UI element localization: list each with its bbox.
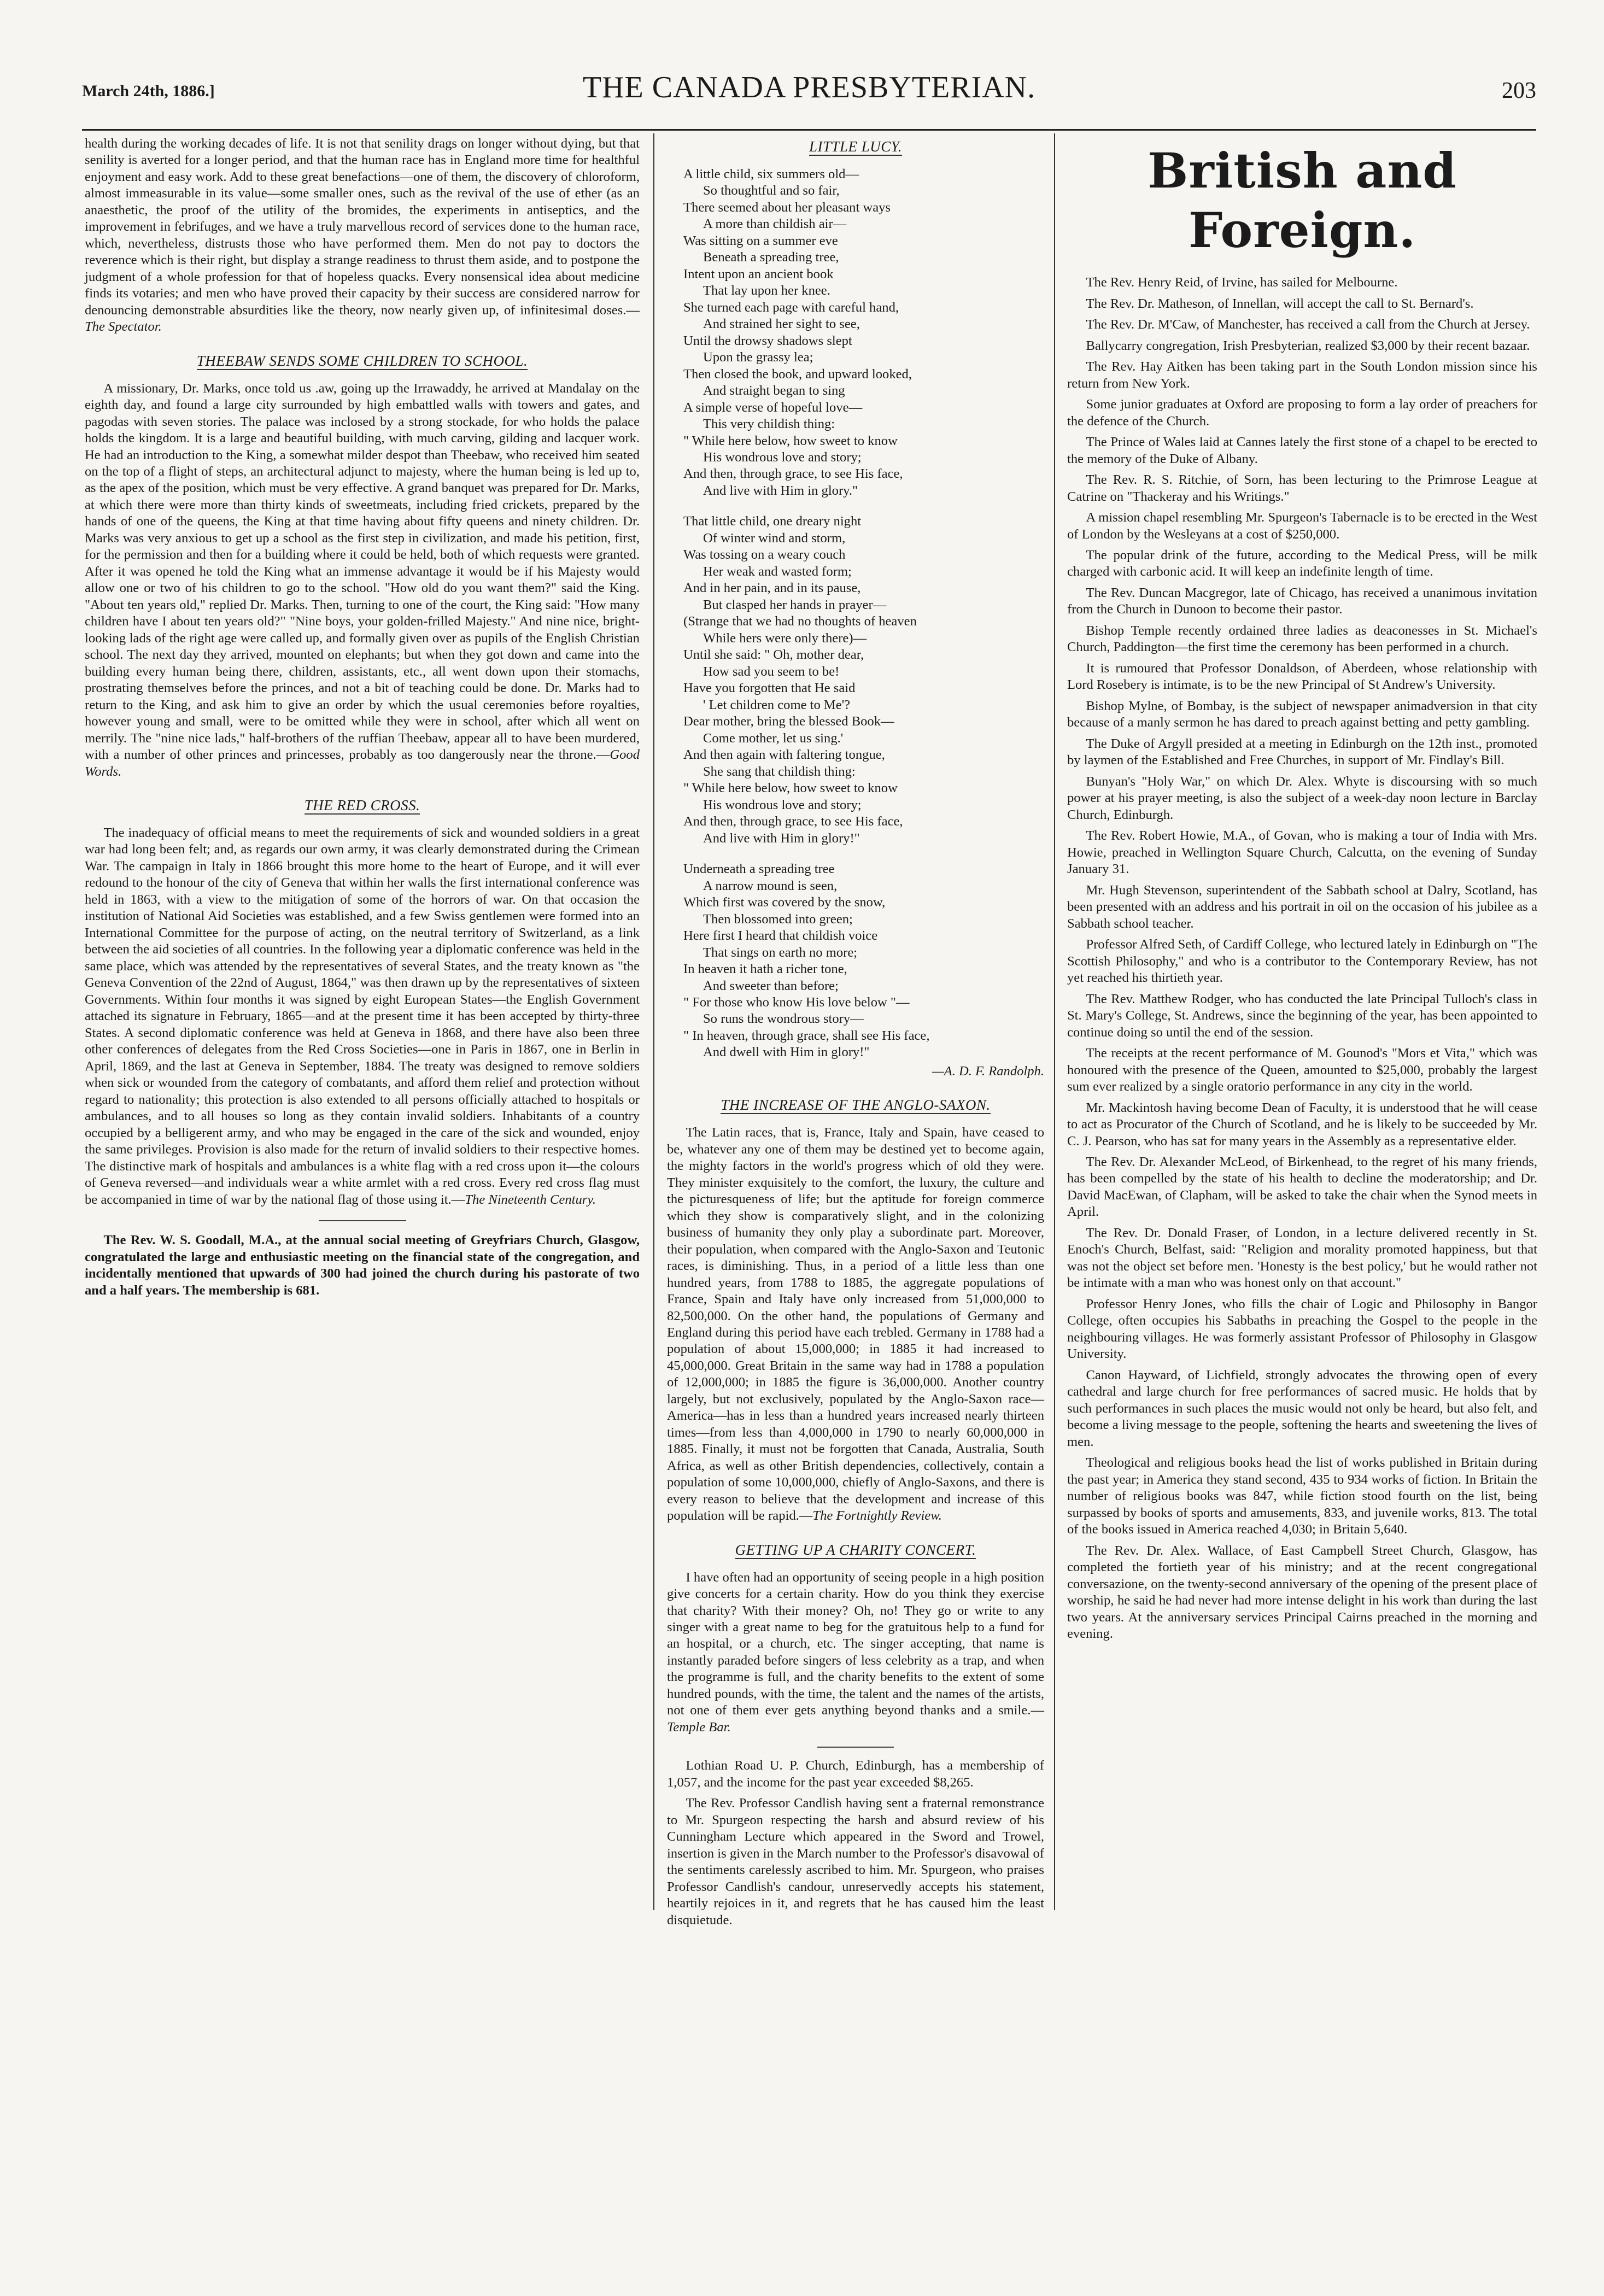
- news-item: Theological and religious books head the list of works published in Britain during the past year; in America they stand second, 435 to 934 works of fiction. In Britain the number of religious books was 847, while fiction stood fourth on the list, being surpassed by books of sports and amusements, 833, and juvenile works, 813. The total of the books issued in America reached 4,030; in Britain 5,640.: [1067, 1455, 1537, 1537]
- poem-line: There seemed about her pleasant ways: [683, 200, 891, 215]
- poem-stanza: [667, 861, 1044, 1061]
- news-item: The Rev. W. S. Goodall, M.A., at the annual social meeting of Greyfriars Church, Glasgow, congratulated the large and enthusiastic meeting on the financial state of the congregation, and incidentally mentioned that upwards of 300 had joined the church during his pastorate of two and a half years. The membership is 681.: [85, 1233, 640, 1298]
- news-item: The Rev. Dr. Alex. Wallace, of East Campbell Street Church, Glasgow, has completed the fortieth year of his ministry; and at the recent congregational conversazione, on the twenty-second anniversary of the opening of the present place of worship, he said he had never had more intense delight in his work than during the last two years. At the anniversary services Principal Cairns preached in the morning and evening.: [1067, 1543, 1537, 1642]
- column-divider: [653, 133, 654, 1910]
- article-source: The Spectator.: [85, 319, 162, 335]
- news-item: The Rev. R. S. Ritchie, of Sorn, has been lecturing to the Primrose League at Catrine on "Thackeray and his Writings.": [1067, 472, 1537, 504]
- poem-line: Until she said: " Oh, mother dear,: [683, 647, 864, 663]
- poem-line: That little child, one dreary night: [683, 514, 862, 529]
- news-item: Bunyan's "Holy War," on which Dr. Alex. Whyte is discoursing with so much power at his prayer meeting, is also the subject of a week-day noon lecture in Barclay Church, Edinburgh.: [1067, 774, 1537, 822]
- poem-line: That lay upon her knee.: [703, 283, 830, 298]
- news-item: It is rumoured that Professor Donaldson, of Aberdeen, whose relationship with Lord Rosebery is intimate, is to be the new Principal of St Andrew's University.: [1067, 660, 1537, 693]
- article-headline: THEEBAW SENDS SOME CHILDREN TO SCHOOL.: [196, 352, 528, 369]
- news-item: The receipts at the recent performance of M. Gounod's "Mors et Vita," which was honoured with the presence of the Queen, amounted to $25,000, probably the largest sum ever realized by a single oratorio performance in any city in the world.: [1067, 1046, 1537, 1094]
- article-headline: GETTING UP A CHARITY CONCERT.: [735, 1541, 976, 1558]
- poem-line: So runs the wondrous story—: [703, 1011, 864, 1027]
- poem-line: She sang that childish thing:: [703, 764, 856, 779]
- poem-line: Was sitting on a summer eve: [683, 233, 838, 248]
- news-item: The Rev. Matthew Rodger, who has conducted the late Principal Tulloch's class in St. Mary's College, St. Andrews, since the beginning of the year, has been appointed to continue doing so until the end of the session.: [1067, 991, 1537, 1040]
- article-headline: THE INCREASE OF THE ANGLO-SAXON.: [721, 1097, 991, 1114]
- poem-line: " In heaven, through grace, shall see His face,: [683, 1028, 930, 1043]
- news-item: A mission chapel resembling Mr. Spurgeon's Tabernacle is to be erected in the West of London by the Wesleyans at a cost of $250,000.: [1067, 510, 1537, 542]
- poem-line: And sweeter than before;: [703, 978, 839, 993]
- news-item: The Rev. Dr. Matheson, of Innellan, will accept the call to St. Bernard's.: [1086, 296, 1474, 311]
- page-number: 203: [1502, 78, 1536, 103]
- news-item: The Rev. Dr. Alexander McLeod, of Birkenhead, to the regret of his many friends, has been compelled by the state of his health to decline the moderatorship; and Dr. David MacEwan, of Clapham, will be asked to take the chair when the Synod meets in April.: [1067, 1154, 1537, 1220]
- poem-line: How sad you seem to be!: [703, 664, 840, 679]
- poem-line: A narrow mound is seen,: [703, 878, 838, 893]
- article-text: I have often had an opportunity of seeing people in a high position give concerts for a certain charity. How do you think they exercise that charity? With their money? Oh, no! They go or write to any singer with a great name to beg for the gratuitous help to a fund for an hospital, or a church, etc. The singer accepting, that name is instantly paraded before singers of less celebrity as a trap, and when the programme is full, and the charity benefits to the extent of some hundred pounds, with the time, the talent and the names of the artists, not one of them ever gets anything beyond thanks and a smile.—: [667, 1569, 1044, 1718]
- poem-line: And then, through grace, to see His face,: [683, 466, 903, 482]
- section-title: British and Foreign.: [1148, 142, 1457, 259]
- poem-line: Which first was covered by the snow,: [683, 895, 886, 910]
- article-headline: THE RED CROSS.: [304, 797, 420, 814]
- news-item: Canon Hayward, of Lichfield, strongly advocates the throwing open of every cathedral and large church for free performances of sacred music. He holds that by such performances in such places the music would not only be heard, but also felt, and become a living message to the people, softening the hearts and sweetening the lives of men.: [1067, 1367, 1537, 1449]
- column-left: [85, 136, 640, 1918]
- poem-line: And live with Him in glory!": [703, 830, 860, 846]
- poem-line: Then closed the book, and upward looked,: [683, 366, 912, 382]
- poem-line: His wondrous love and story;: [703, 449, 862, 465]
- article-source: Temple Bar.: [667, 1719, 731, 1735]
- poem: [667, 166, 1044, 1080]
- poem-line: ' Let children come to Me'?: [703, 697, 851, 712]
- news-item: The Rev. Dr. Donald Fraser, of London, in a lecture delivered recently in St. Enoch's Church, Belfast, said: "Religion and morality promoted happiness, but that was not the object set before men. 'Honesty is the best policy,' but he would rather not be intimate with a man who was honest only on that account.": [1067, 1225, 1537, 1291]
- poem-line: This very childish thing:: [703, 417, 835, 432]
- newspaper-title: THE CANADA PRESBYTERIAN.: [582, 71, 1036, 104]
- poem-line: And live with Him in glory.": [703, 483, 858, 498]
- poem-line: A simple verse of hopeful love—: [683, 400, 863, 415]
- poem-attribution: —A. D. F. Randolph.: [932, 1063, 1044, 1079]
- column-middle: [667, 136, 1044, 1928]
- news-items: [1067, 274, 1537, 1642]
- article-text: The inadequacy of official means to meet the requirements of sick and wounded soldiers in a great war had long been felt; and, as regards our own army, it was clearly demonstrated during the Crimean War. The campaign in Italy in 1866 brought this more home to the heart of Europe, and it will ever redound to the honour of the city of Geneva that within her walls the first international conference was held in 1863, with a view to the mitigation of some of the horrors of war. On that occasion the institution of National Aid Societies was established, and a few Swiss gentlemen were formed into an International Committee for the purpose of acting, on the neutral territory of Switzerland, as a link between the aid societies of all countries. In the following year a diplomatic conference was held in the same place, which was attended by the representatives of several States, and the treaty known as "the Geneva Convention of the 22nd of August, 1864," was then drawn up by the representatives of sixteen Governments. Within four months it was signed by eight European States—the English Government attached its signature in February, 1865—and at the present time it has been accepted by thirty-three States. A second diplomatic conference was held at Geneva in 1868, and there have also been three other conferences of delegates from the Red Cross Societies—one in Paris in 1867, one in Berlin in April, 1869, and the last at Geneva in September, 1884. The treaty was designed to remove soldiers when sick or wounded from the category of combatants, and afford them relief and protection without regard to nationality; this protection is also extended to all persons officially attached to hospitals or ambulances, and to all houses so long as they contain invalid soldiers. Inhabitants of a country occupied by a belligerent army, and who may be engaged in the care of the sick and wounded, enjoy the same privileges. Provision is also made for the return of invalid soldiers to their respective homes. The distinctive mark of hospitals and ambulances is a white flag with a red cross upon it—the colours of Geneva reversed—and individuals wear a white armlet with a red cross. Every red cross flag must be accompanied in time of war by the national flag of those using it.—: [85, 825, 640, 1207]
- poem-line: And then again with faltering tongue,: [683, 747, 885, 763]
- poem-line: Underneath a spreading tree: [683, 862, 835, 877]
- news-item: The Rev. Professor Candlish having sent a fraternal remonstrance to Mr. Spurgeon respecting the harsh and absurd review of his Cunningham Lecture which appeared in the Sword and Trowel, insertion is given in the March number to the Professor's disavowal of the sentiments carelessly ascribed to him. Mr. Spurgeon, who praises Professor Candlish's candour, unreservedly accepts his statement, heartily rejoices in it, and regrets that he has caused him the least disquietude.: [667, 1796, 1044, 1928]
- poem-line: Intent upon an ancient book: [683, 266, 834, 282]
- article-source: The Fortnightly Review.: [812, 1508, 942, 1524]
- news-item: The Rev. Dr. M'Caw, of Manchester, has received a call from the Church at Jersey.: [1086, 317, 1530, 332]
- news-item: The Rev. Robert Howie, M.A., of Govan, who is making a tour of India with Mrs. Howie, preached in Wellington Square Church, Calcutta, on the evening of Sunday January 31.: [1067, 828, 1537, 877]
- poem-stanza: [667, 513, 1044, 847]
- header-rule: [82, 129, 1536, 131]
- poem-line: Then blossomed into green;: [703, 911, 853, 927]
- poem-line: " While here below, how sweet to know: [683, 781, 898, 796]
- poem-line: Here first I heard that childish voice: [683, 928, 878, 944]
- poem-line: That sings on earth no more;: [703, 945, 858, 960]
- poem-line: Upon the grassy lea;: [703, 350, 813, 365]
- issue-date: March 24th, 1886.]: [82, 82, 215, 100]
- poem-line: While hers were only there)—: [703, 630, 867, 646]
- poem-line: Have you forgotten that He said: [683, 681, 856, 696]
- separator: [817, 1747, 894, 1748]
- news-item: Some junior graduates at Oxford are proposing to form a lay order of preachers for the defence of the Church.: [1067, 397, 1537, 429]
- poem-stanza: [667, 166, 1044, 500]
- article-source: The Nineteenth Century.: [465, 1192, 596, 1207]
- poem-line: (Strange that we had no thoughts of heaven: [683, 614, 917, 629]
- poem-line: She turned each page with careful hand,: [683, 300, 899, 315]
- separator: [319, 1220, 406, 1221]
- news-item: Lothian Road U. P. Church, Edinburgh, has a membership of 1,057, and the income for the past year exceeded $8,265.: [667, 1758, 1044, 1790]
- news-item: Bishop Temple recently ordained three ladies as deaconesses in St. Michael's Church, Paddington—the first time the ceremony has been performed in a church.: [1067, 623, 1537, 655]
- poem-line: Until the drowsy shadows slept: [683, 333, 852, 348]
- news-item: Professor Henry Jones, who fills the chair of Logic and Philosophy in Bangor College, often occupies his Sabbaths in preaching the Gospel to the people in the neighbouring villages. He was formerly assistant Professor of Philosophy in Glasgow University.: [1067, 1296, 1537, 1362]
- column-divider: [1054, 133, 1055, 1910]
- article-text: A missionary, Dr. Marks, once told us .aw, going up the Irrawaddy, he arrived at Mandalay on the eighth day, and found a large city surrounded by high embattled walls with towers and gates, and pagodas with seven stories. The palace was inclosed by a strong stockade, for who holds the palace holds the kingdom. It is a large and beautiful building, with much carving, gilding and lacquer work. He had an introduction to the King, a somewhat milder despot than Theebaw, who received him seated on the top of a flight of steps, an architectural adjunct to majesty, where the human being is led up to, as the apex of the position, which must be very effective. A grand banquet was prepared for Dr. Marks, at which there were more than thirty kinds of sweetmeats, including fried crickets, prepared by the hands of one of the queens, the King at that time having about fifty queens and ninety children. Dr. Marks was very anxious to get up a school as the first step in civilization, and made his petition, first, for the permission and then for a building where it could be held, both of which requests were granted. After it was opened he told the King what an immense advantage it would be if his Majesty would allow one or two of his children to go to the school. "How old do you want them?" said the King. "About ten years old," replied Dr. Marks. Then, turning to one of the court, the King said: "How many children have I about ten years old?" "Nine boys, your golden-frilled Majesty." And nine nice, bright-looking lads of the right age were called up, and formally given over as pupils of the English Christian school. The next day they arrived, mounted on elephants; but when they got down and came into the building every human being there, children, assistants, etc., all went down upon their stomachs, prostrating themselves before the princes, and not a bit of teaching could be done. Dr. Marks had to return to the King, and ask him to give an order by which the usual ceremonies before royalties, however young and small, were to be omitted while they were in school, after which all went on merrily. The "nine nice lads," half-brothers of the ruffian Theebaw, appear all to have been murdered, with a number of other princes and princesses, probably as too dangerously near the throne.—: [85, 380, 640, 763]
- news-item: The Rev. Hay Aitken has been taking part in the South London mission since his return from New York.: [1067, 359, 1537, 391]
- page-header: [82, 70, 1536, 108]
- poem-line: " While here below, how sweet to know: [683, 433, 898, 448]
- article-source: Good Words.: [85, 747, 640, 779]
- poem-line: Come mother, let us sing.': [703, 730, 844, 746]
- poem-line: Dear mother, bring the blessed Book—: [683, 714, 894, 729]
- news-item: The Rev. Duncan Macgregor, late of Chicago, has received a unanimous invitation from the Church in Dunoon to become their pastor.: [1067, 585, 1537, 617]
- poem-line: And then, through grace, to see His face,: [683, 814, 903, 829]
- poem-line: Was tossing on a weary couch: [683, 547, 846, 563]
- article-text: The Latin races, that is, France, Italy and Spain, have ceased to be, whatever any one of them may be destined yet to become again, the mighty factors in the world's progress which of old they were. They minister exquisitely to the comfort, the luxury, the culture and the picturesqueness of life; but the aptitude for foreign commerce which they show is comparatively slight, and in the colonizing business of humanity they only play a subordinate part. Moreover, their population, when compared with the Anglo-Saxon and Teutonic races, is diminishing. Thus, in a period of a little less than one hundred years, from 1788 to 1885, the aggregate populations of France, Spain and Italy have only increased from 51,000,000 to 82,500,000. On the other hand, the populations of Germany and England during this period have each trebled. Germany in 1788 had a population of about 15,000,000; in 1885 it had increased to 45,000,000. Great Britain in the same way had in 1788 a population of 12,000,000; in 1885 the figure is 36,000,000. Another country largely, but not exclusively, populated by the Anglo-Saxon race—America—has in less than a hundred years increased nearly thirteen times—from less than 4,000,000 in 1790 to nearly 60,000,000 in 1885. Finally, it must not be forgotten that Canada, Australia, South Africa, as well as other British dependencies, collectively, contain a population of some 10,000,000, chiefly of Anglo-Saxons, and there is every reason to believe that the development and increase of this population will be rapid.—: [667, 1125, 1044, 1524]
- news-item: The Rev. Henry Reid, of Irvine, has sailed for Melbourne.: [1086, 275, 1398, 290]
- poem-line: Beneath a spreading tree,: [703, 250, 839, 265]
- news-item: Professor Alfred Seth, of Cardiff College, who lectured lately in Edinburgh on "The Scottish Philosophy," and who is a contributor to the Contemporary Review, has not yet reached his thirtieth year.: [1067, 937, 1537, 986]
- news-item: Mr. Mackintosh having become Dean of Faculty, it is understood that he will cease to act as Procurator of the Church of Scotland, and he is likely to be succeeded by Mr. C. J. Pearson, who has sat for many years in the Assembly as a representative elder.: [1067, 1100, 1537, 1149]
- poem-line: And strained her sight to see,: [703, 317, 860, 332]
- poem-line: A more than childish air—: [703, 216, 847, 232]
- poem-line: And straight began to sing: [703, 383, 845, 399]
- poem-line: A little child, six summers old—: [683, 166, 859, 181]
- poem-line: Her weak and wasted form;: [703, 564, 852, 579]
- poem-line: " For those who know His love below "—: [683, 995, 910, 1010]
- news-item: Bishop Mylne, of Bombay, is the subject of newspaper animadversion in that city because of a manly sermon he has dared to preach against betting and petty gambling.: [1067, 698, 1537, 730]
- article-text: health during the working decades of life. It is not that senility drags on longer without dying, but that senility is averted for a longer period, and that the human race has in England more time for healthful enjoyment and easy work. Add to these great benefactions—one of them, the discovery of chloroform, almost immeasurable in its value—some smaller ones, such as the revival of the use of ether (as an anaesthetic, the proof of the utility of the bromides, the experiments in antiseptics, and the improvement in febrifuges, and we have a truly marvellous record of services done to the human race, which, nevertheless, distrusts those who have performed them. Men do not pay to doctors the reverence which is their right, but display a strange readiness to thrust them aside, and to postpone the judgment of a whole profession for that of hopeless quacks. Every nonsensical idea about medicine finds its votaries; and men who have proved their capacity by their success are considered narrow for denouncing demonstrable absurdities like the theory, now nearly given up, of infinitesimal doses.—: [85, 136, 640, 318]
- poem-line: So thoughtful and so fair,: [703, 183, 840, 198]
- news-item: The popular drink of the future, according to the Medical Press, will be milk charged with carbonic acid. It will keep an indefinite length of time.: [1067, 548, 1537, 579]
- poem-line: But clasped her hands in prayer—: [703, 597, 887, 612]
- news-item: The Duke of Argyll presided at a meeting in Edinburgh on the 12th inst., promoted by laymen of the Established and Free Churches, in support of Mr. Findlay's Bill.: [1067, 736, 1537, 768]
- news-item: Ballycarry congregation, Irish Presbyterian, realized $3,000 by their recent bazaar.: [1086, 338, 1530, 353]
- news-item: Mr. Hugh Stevenson, superintendent of the Sabbath school at Dalry, Scotland, has been presented with an address and his portrait in oil on the occasion of his jubilee as a Sabbath school teacher.: [1067, 882, 1537, 931]
- poem-line: Of winter wind and storm,: [703, 530, 846, 546]
- poem-title: LITTLE LUCY.: [809, 138, 903, 155]
- news-item: The Prince of Wales laid at Cannes lately the first stone of a chapel to be erected to the memory of the Duke of Albany.: [1067, 435, 1537, 466]
- column-right: [1067, 136, 1537, 1918]
- poem-line: And dwell with Him in glory!": [703, 1045, 870, 1060]
- poem-line: In heaven it hath a richer tone,: [683, 962, 847, 977]
- poem-line: His wondrous love and story;: [703, 797, 862, 812]
- poem-line: And in her pain, and in its pause,: [683, 581, 861, 596]
